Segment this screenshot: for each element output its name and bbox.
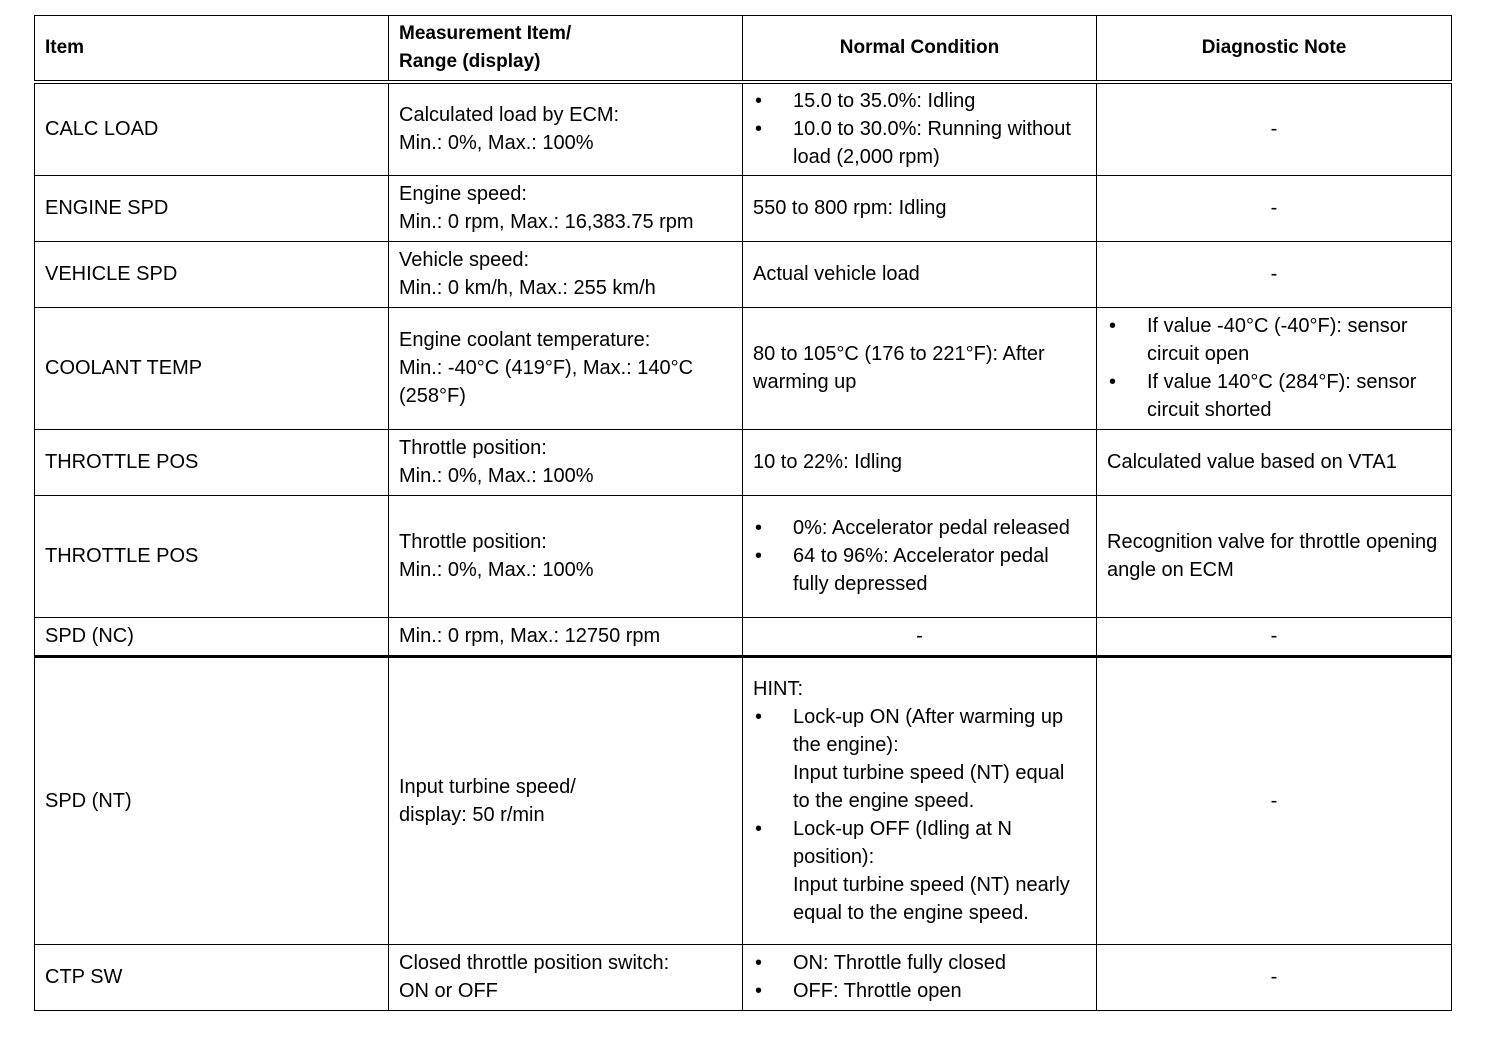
measurement-cell: Min.: 0 rpm, Max.: 12750 rpm (389, 617, 743, 656)
bullet-item: • 64 to 96%: Accelerator pedal fully depressed (753, 542, 1086, 598)
measurement-line: display: 50 r/min (399, 803, 545, 826)
bullet-item (753, 703, 1086, 815)
table-row (35, 429, 1452, 495)
measurement-cell (389, 175, 743, 241)
measurement-line: Min.: 0%, Max.: 100% (399, 559, 594, 581)
bullet-item (753, 815, 1086, 927)
diagnostic-note-cell: Recognition valve for throttle opening angle on ECM (1097, 495, 1452, 617)
diagnostic-note-cell: - (1097, 617, 1452, 656)
normal-condition-cell: - (743, 617, 1097, 656)
table-row (35, 617, 1452, 656)
measurement-cell (389, 82, 743, 175)
header-measurement-line2: Range (display) (399, 51, 541, 72)
bullet-item: • If value -40°C (-40°F): sensor circuit open (1107, 312, 1441, 368)
measurement-line: Min.: 0%, Max.: 100% (399, 132, 594, 155)
measurement-line: Calculated load by ECM: (399, 104, 620, 127)
bullet-item: • 10.0 to 30.0%: Running without load (2,000 rpm) (753, 115, 1086, 171)
measurement-cell (389, 656, 743, 944)
measurement-cell (389, 241, 743, 307)
bullet-head: • Lock-up ON (After warming up the engine): (793, 705, 1064, 756)
header-diagnostic-note: Diagnostic Note (1097, 16, 1452, 83)
header-measurement (389, 16, 743, 83)
measurement-line: Engine coolant temperature: (399, 329, 651, 351)
measurement-line: Min.: -40°C (419°F), Max.: 140°C (258°F) (399, 357, 694, 407)
normal-condition-cell (743, 495, 1097, 617)
normal-condition-cell: 10 to 22%: Idling (743, 429, 1097, 495)
normal-condition-cell (743, 944, 1097, 1010)
measurement-cell (389, 429, 743, 495)
table-row (35, 241, 1452, 307)
measurement-line: Throttle position: (399, 531, 547, 553)
bullet-tail: Input turbine speed (NT) equal to the engine speed. (793, 761, 1065, 812)
table-row (35, 944, 1452, 1010)
measurement-line: Engine speed: (399, 183, 527, 205)
normal-condition-cell (743, 82, 1097, 175)
table-header-row (35, 16, 1452, 83)
item-cell: THROTTLE POS (35, 495, 389, 617)
diagnostic-note-cell: - (1097, 241, 1452, 307)
measurement-line: Closed throttle position switch: (399, 952, 670, 974)
measurement-line: Min.: 0%, Max.: 100% (399, 465, 594, 487)
table-row (35, 175, 1452, 241)
diagnostic-note-cell: - (1097, 944, 1452, 1010)
item-cell: SPD (NC) (35, 617, 389, 656)
item-cell: CTP SW (35, 944, 389, 1010)
header-normal-condition: Normal Condition (743, 16, 1097, 83)
item-cell: SPD (NT) (35, 656, 389, 944)
bullet-tail: Input turbine speed (NT) nearly equal to the engine speed. (793, 873, 1070, 924)
data-monitor-table (34, 15, 1452, 1011)
header-measurement-line1: Measurement Item/ (399, 23, 572, 44)
item-cell: VEHICLE SPD (35, 241, 389, 307)
bullet-item: • 15.0 to 35.0%: Idling (753, 87, 1086, 115)
measurement-line: Min.: 0 rpm, Max.: 16,383.75 rpm (399, 211, 694, 233)
item-cell: CALC LOAD (35, 82, 389, 175)
measurement-line: Input turbine speed/ (399, 775, 576, 798)
normal-condition-cell: Actual vehicle load (743, 241, 1097, 307)
item-cell: COOLANT TEMP (35, 307, 389, 429)
measurement-line: Min.: 0 km/h, Max.: 255 km/h (399, 277, 656, 299)
table-row (35, 656, 1452, 944)
measurement-line: Throttle position: (399, 437, 547, 459)
bullet-item: • 0%: Accelerator pedal released (753, 514, 1086, 542)
measurement-cell (389, 495, 743, 617)
hint-label: HINT: (753, 677, 803, 700)
diagnostic-note-cell: Calculated value based on VTA1 (1097, 429, 1452, 495)
bullet-item: • If value 140°C (284°F): sensor circuit shorted (1107, 368, 1441, 424)
header-item: Item (35, 16, 389, 83)
bullet-head: • Lock-up OFF (Idling at N position): (793, 817, 1012, 868)
table-row (35, 307, 1452, 429)
measurement-cell (389, 944, 743, 1010)
measurement-line: Vehicle speed: (399, 249, 530, 271)
measurement-line: ON or OFF (399, 980, 498, 1002)
item-cell: THROTTLE POS (35, 429, 389, 495)
table-row (35, 82, 1452, 175)
diagnostic-note-cell (1097, 307, 1452, 429)
normal-condition-cell (743, 656, 1097, 944)
item-cell: ENGINE SPD (35, 175, 389, 241)
bullet-item: • ON: Throttle fully closed (753, 949, 1086, 977)
table-row (35, 495, 1452, 617)
normal-condition-cell: 550 to 800 rpm: Idling (743, 175, 1097, 241)
bullet-item: • OFF: Throttle open (753, 977, 1086, 1005)
diagnostic-note-cell: - (1097, 656, 1452, 944)
normal-condition-cell: 80 to 105°C (176 to 221°F): After warming up (743, 307, 1097, 429)
diagnostic-note-cell: - (1097, 82, 1452, 175)
diagnostic-note-cell: - (1097, 175, 1452, 241)
measurement-cell (389, 307, 743, 429)
